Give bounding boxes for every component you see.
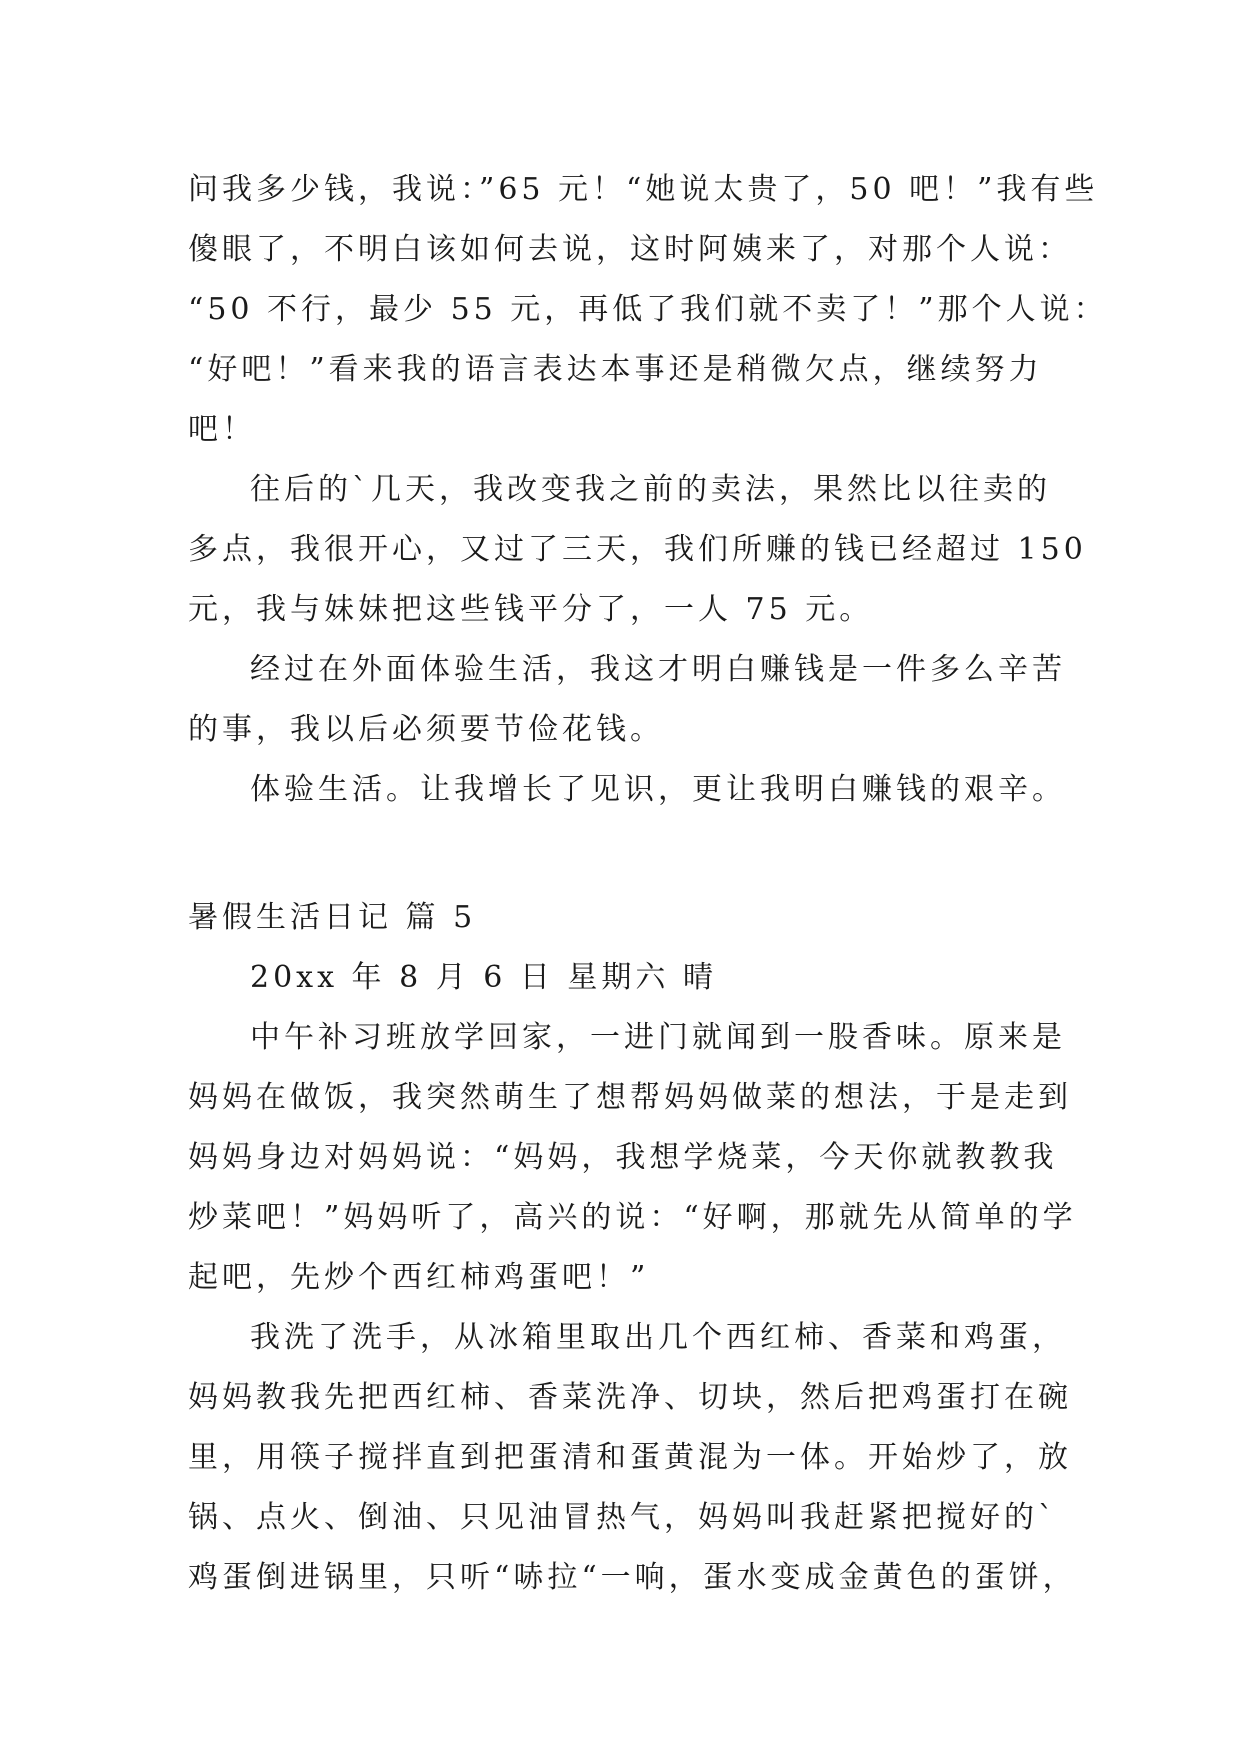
text-line: “50 不行，最少 55 元，再低了我们就不卖了！”那个人说： [188,292,1108,327]
text-line: 鸡蛋倒进锅里，只听“哧拉“一响，蛋水变成金黄色的蛋饼， [188,1560,1077,1595]
text-line: 锅、点火、倒油、只见油冒热气，妈妈叫我赶紧把搅好的` [188,1500,1057,1535]
text-line: 体验生活。让我增长了见识，更让我明白赚钱的艰辛。 [250,772,1066,807]
text-line: 傻眼了，不明白该如何去说，这时阿姨来了，对那个人说： [188,232,1072,267]
text-line: 中午补习班放学回家，一进门就闻到一股香味。原来是 [250,1020,1066,1055]
paragraph-cooking-steps [188,1308,1077,1608]
text-line: 经过在外面体验生活，我这才明白赚钱是一件多么辛苦 [250,652,1066,687]
text-line: 里，用筷子搅拌直到把蛋清和蛋黄混为一体。开始炒了，放 [188,1440,1072,1475]
text-line: 问我多少钱，我说：”65 元！“她说太贵了，50 吧！”我有些 [188,172,1099,207]
text-line: 妈妈身边对妈妈说：“妈妈，我想学烧菜，今天你就教教我 [188,1140,1058,1175]
paragraph-cooking-intro [188,1008,1077,1308]
paragraph-reflection [188,640,1066,760]
text-line: “好吧！”看来我的语言表达本事还是稍微欠点，继续努力 [188,352,1043,387]
document-body [188,160,1108,1608]
paragraph-continued-dialogue [188,160,1108,460]
text-line: 炒菜吧！”妈妈听了，高兴的说：“好啊，那就先从简单的学 [188,1200,1077,1235]
paragraph-conclusion [188,760,1066,820]
section-title: 暑假生活日记 篇 5 [188,900,477,935]
text-line: 妈妈教我先把西红柿、香菜洗净、切块，然后把鸡蛋打在碗 [188,1380,1072,1415]
text-line: 吧！ [188,412,256,447]
text-line: 起吧，先炒个西红柿鸡蛋吧！” [188,1260,650,1295]
text-line: 元，我与妹妹把这些钱平分了，一人 75 元。 [188,592,874,627]
text-line: 我洗了洗手，从冰箱里取出几个西红柿、香菜和鸡蛋， [250,1320,1066,1355]
diary-date-line: 20xx 年 8 月 6 日 星期六 晴 [250,960,717,995]
paragraph-selling-days [188,460,1087,640]
text-line: 多点，我很开心，又过了三天，我们所赚的钱已经超过 150 [188,532,1087,567]
section-gap [188,820,1058,888]
text-line: 的事，我以后必须要节俭花钱。 [188,712,664,747]
text-line: 妈妈在做饭，我突然萌生了想帮妈妈做菜的想法，于是走到 [188,1080,1072,1115]
text-line: 往后的`几天，我改变我之前的卖法，果然比以往卖的 [250,472,1051,507]
